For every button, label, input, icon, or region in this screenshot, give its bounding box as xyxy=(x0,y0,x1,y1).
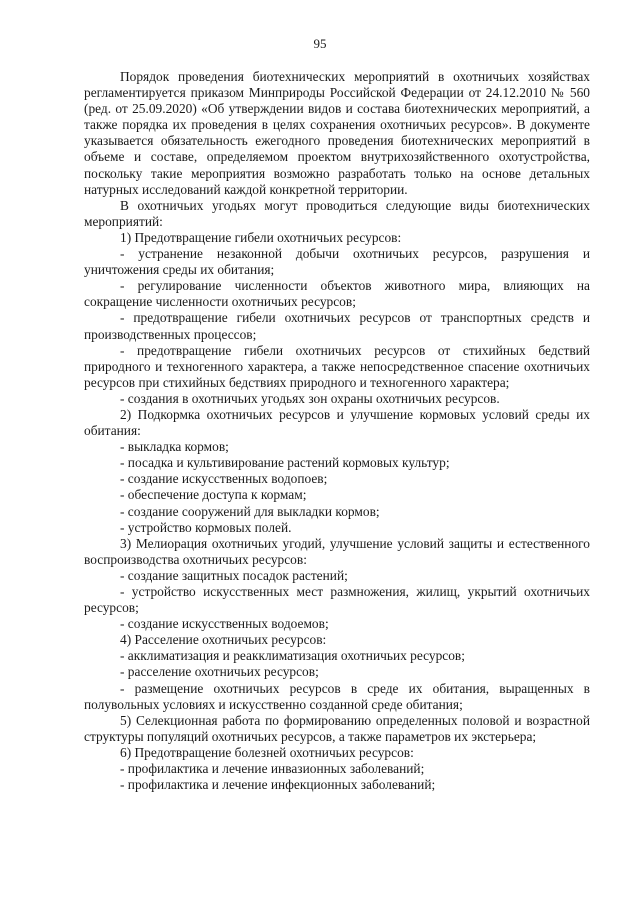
paragraph: - профилактика и лечение инфекционных заболеваний; xyxy=(120,777,436,793)
paragraph: - устройство искусственных мест размножения, жилищ, укрытий охотничьих ресурсов; xyxy=(84,584,590,616)
paragraph: 2) Подкормка охотничьих ресурсов и улучшение кормовых условий среды их обитания: xyxy=(84,406,590,439)
paragraph: - профилактика и лечение инвазионных заболеваний; xyxy=(120,761,425,777)
paragraph: - обеспечение доступа к кормам; xyxy=(120,487,307,503)
paragraph: - создание искусственных водоемов; xyxy=(120,616,329,632)
paragraph: 5) Селекционная работа по формированию определенных половой и возрастной структуры популяций охотничьих ресурсов, а также параметров их экстерьера; xyxy=(84,712,590,744)
paragraph: - создание защитных посадок растений; xyxy=(120,567,348,583)
paragraph: Порядок проведения биотехнических мероприятий в охотничьих хозяйствах регламентируется приказом Минприроды Российской Федерации от 24.12.2010 № 560 (ред. от 25.09.2020) «Об утверждении видов и состава биотехнических мероприятий, а также порядка их проведения в целях сохранения охотничьих ресурсов». В документе указывается обязательность ежегодного проведения биотехнических мероприятий в объеме и составе, определяемом проектом внутрихозяйственного охотустройства, поскольку такие мероприятия возможно разработать только на основе детальных натурных исследований каждой конкретной территории. xyxy=(84,69,590,197)
paragraph: - акклиматизация и реакклиматизация охотничьих ресурсов; xyxy=(120,648,465,664)
paragraph: - устранение незаконной добычи охотничьих ресурсов, разрушения и уничтожения среды их обитания; xyxy=(84,246,590,278)
page-number: 95 xyxy=(313,36,327,51)
paragraph: - создания в охотничьих угодьях зон охраны охотничьих ресурсов. xyxy=(120,390,500,406)
paragraph: - посадка и культивирование растений кормовых культур; xyxy=(120,455,450,471)
paragraph: - выкладка кормов; xyxy=(120,439,229,455)
document-body xyxy=(84,69,590,793)
paragraph: - предотвращение гибели охотничьих ресурсов от стихийных бедствий природного и техногенного характера, а также непосредственное спасение охотничьих ресурсов при стихийных бедствиях природного и техногенного характера; xyxy=(84,342,590,390)
paragraph: - расселение охотничьих ресурсов; xyxy=(120,664,319,680)
paragraph: 4) Расселение охотничьих ресурсов: xyxy=(120,632,327,648)
paragraph: 3) Мелиорация охотничьих угодий, улучшение условий защиты и естественного воспроизводства охотничьих ресурсов: xyxy=(84,535,590,567)
paragraph: - размещение охотничьих ресурсов в среде их обитания, выращенных в полувольных условиях и искусственно созданной среде обитания; xyxy=(84,680,590,712)
paragraph: - создание искусственных водопоев; xyxy=(120,471,328,487)
paragraph: - предотвращение гибели охотничьих ресурсов от транспортных средств и производственных процессов; xyxy=(84,310,590,342)
paragraph: - регулирование численности объектов животного мира, влияющих на сокращение численности охотничьих ресурсов; xyxy=(84,278,590,310)
paragraph: - устройство кормовых полей. xyxy=(120,519,292,535)
paragraph: 1) Предотвращение гибели охотничьих ресурсов: xyxy=(120,229,402,245)
paragraph: 6) Предотвращение болезней охотничьих ресурсов: xyxy=(120,744,414,760)
paragraph: - создание сооружений для выкладки кормов; xyxy=(120,503,380,519)
paragraph: В охотничьих угодьях могут проводиться следующие виды биотехнических мероприятий: xyxy=(84,197,590,229)
